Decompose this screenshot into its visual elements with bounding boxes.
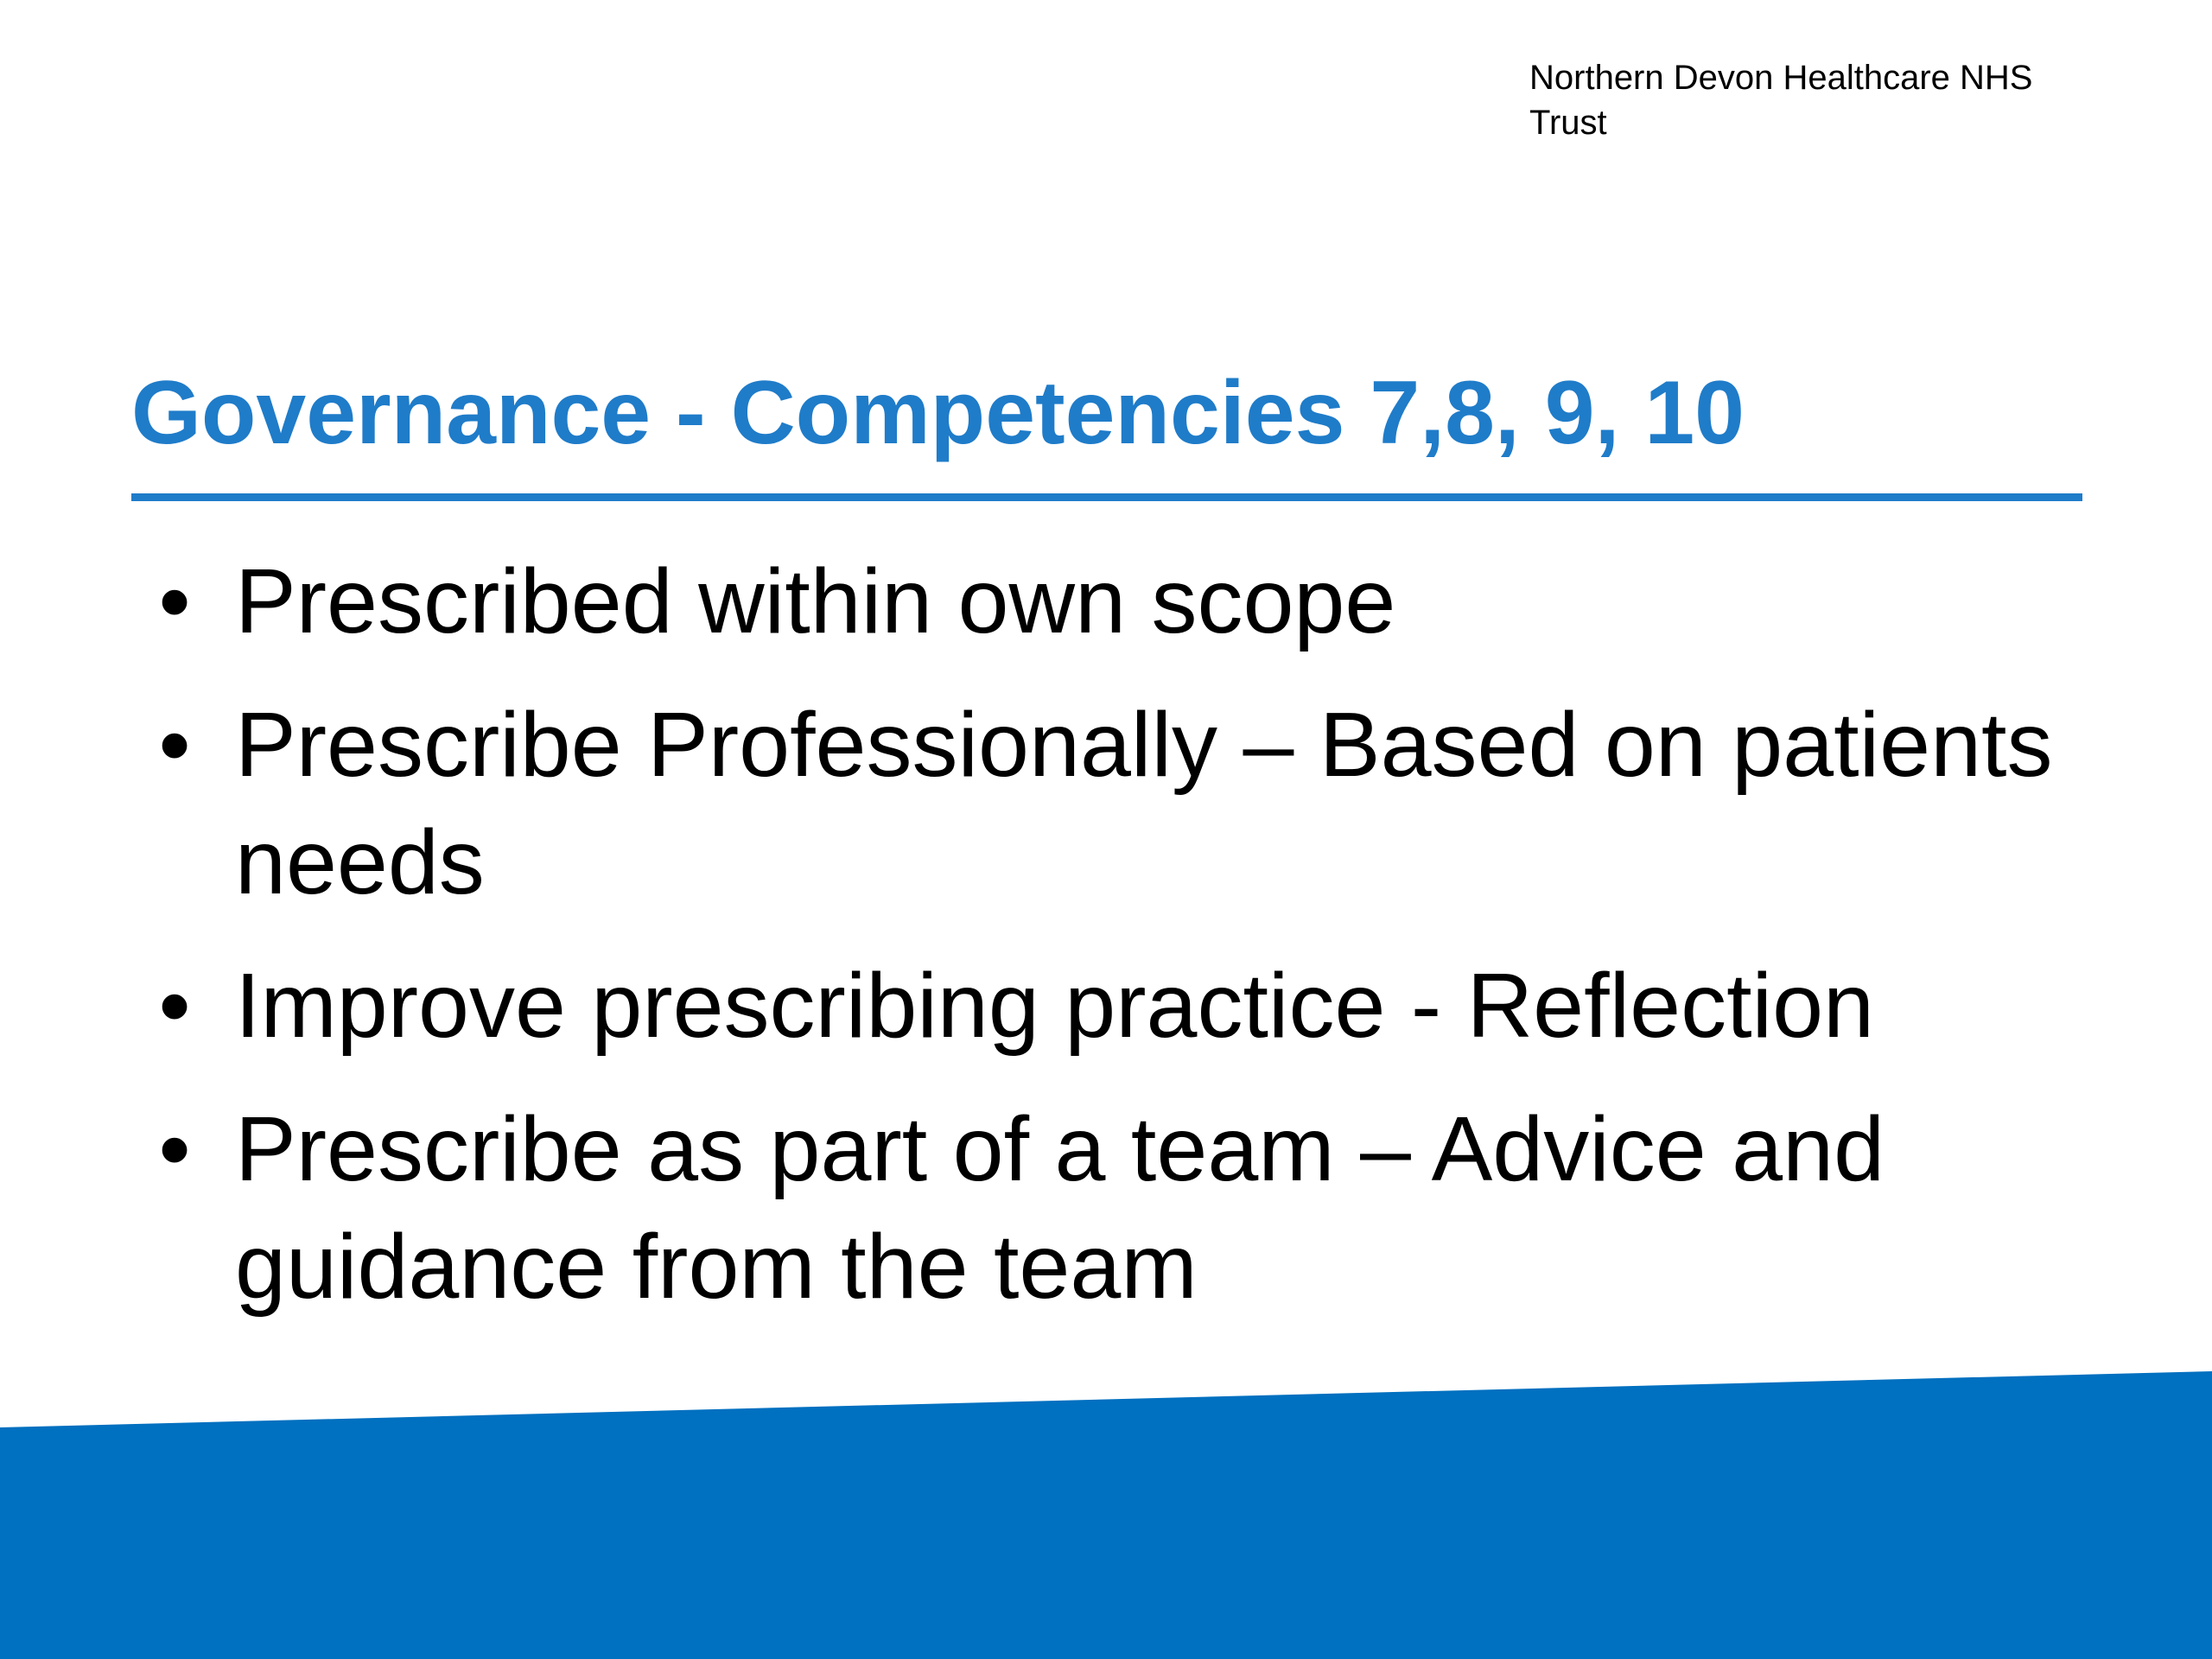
bullet-dot-icon: •	[158, 955, 191, 1057]
bullet-text: Prescribed within own scope	[235, 550, 1396, 652]
bullet-item	[0, 947, 2108, 1065]
bullet-item	[0, 1090, 2108, 1325]
bullet-item	[0, 543, 2108, 660]
bullet-text: Prescribe Professionally – Based on patients needs	[235, 694, 2053, 913]
bullet-text: Prescribe as part of a team – Advice and guidance from the team	[235, 1098, 1885, 1318]
footer-wave-shape	[0, 1371, 2212, 1659]
organization-name: Northern Devon Healthcare NHS Trust	[1529, 59, 2033, 142]
bullet-item	[0, 686, 2108, 921]
bullet-dot-icon: •	[158, 694, 191, 796]
bullet-dot-icon: •	[158, 550, 191, 652]
bullet-dot-icon: •	[158, 1098, 191, 1200]
bullet-list	[0, 543, 2108, 1351]
bullet-text: Improve prescribing practice - Reflection	[235, 955, 1874, 1057]
title-underline	[131, 493, 2082, 501]
slide-title: Governance - Competencies 7,8, 9, 10	[131, 363, 1745, 463]
